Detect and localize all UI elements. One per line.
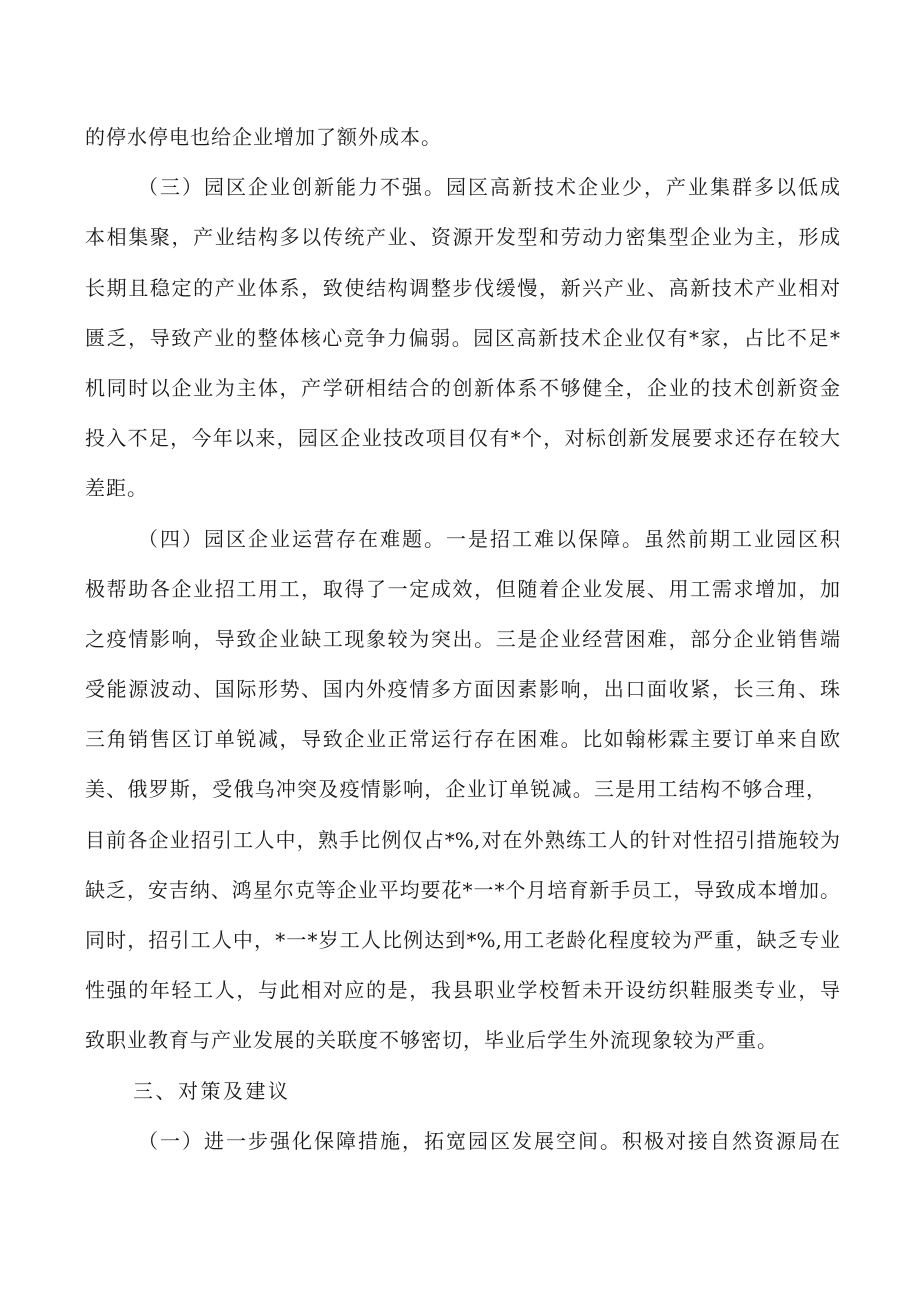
text-line: 性强的年轻工人，与此相对应的是，我县职业学校暂未开设纺织鞋服类专业，导: [85, 978, 840, 1003]
text-line: 长期且稳定的产业体系，致使结构调整步伐缓慢，新兴产业、高新技术产业相对: [85, 275, 840, 300]
text-line: 极帮助各企业招工用工，取得了一定成效，但随着企业发展、用工需求增加，加: [85, 576, 840, 601]
text-line: （一）进一步强化保障措施，拓宽园区发展空间。积极对接自然资源局在: [138, 1128, 840, 1153]
text-line: 缺乏，安吉纳、鸿星尔克等企业平均要花*一*个月培育新手员工，导致成本增加。: [85, 877, 840, 902]
text-line: 三角销售区订单锐减，导致企业正常运行存在困难。比如翰彬霖主要订单来自欧: [85, 727, 840, 752]
text-line: 的停水停电也给企业增加了额外成本。: [85, 125, 442, 149]
section-paragraph-1: [85, 1116, 840, 1166]
text-line: 匮乏，导致产业的整体核心竞争力偏弱。园区高新技术企业仅有*家，占比不足*: [85, 325, 840, 350]
text-line: 美、俄罗斯，受俄乌冲突及疫情影响，企业订单锐减。三是用工结构不够合理，: [85, 777, 826, 802]
text-line: 之疫情影响，导致企业缺工现象较为突出。三是企业经营困难，部分企业销售端: [85, 626, 840, 651]
text-line: 目前各企业招引工人中，熟手比例仅占*%,对在外熟练工人的针对性招引措施较为: [85, 827, 840, 852]
paragraph-3: [85, 162, 840, 513]
text-line: 投入不足，今年以来，园区企业技改项目仅有*个，对标创新发展要求还存在较大: [85, 426, 840, 451]
text-line: 本相集聚，产业结构多以传统产业、资源开发型和劳动力密集型企业为主，形成: [85, 225, 840, 250]
text-line: （四）园区企业运营存在难题。一是招工难以保障。虽然前期工业园区积: [138, 526, 840, 551]
text-line: 差距。: [85, 476, 148, 501]
text-line: （三）园区企业创新能力不强。园区高新技术企业少，产业集群多以低成: [138, 175, 840, 200]
text-line: 机同时以企业为主体，产学研相结合的创新体系不够健全，企业的技术创新资金: [85, 375, 840, 400]
document-page: [85, 112, 840, 1166]
paragraph-continued: [85, 112, 840, 162]
text-line: 同时，招引工人中，*一*岁工人比例达到*%,用工老龄化程度较为严重，缺乏专业: [85, 928, 840, 952]
text-line: 受能源波动、国际形势、国内外疫情多方面因素影响，出口面收紧，长三角、珠: [85, 677, 840, 702]
text-line: 致职业教育与产业发展的关联度不够密切，毕业后学生外流现象较为严重。: [85, 1028, 778, 1053]
paragraph-4: [85, 514, 840, 1066]
section-heading: 三、对策及建议: [133, 1078, 291, 1103]
